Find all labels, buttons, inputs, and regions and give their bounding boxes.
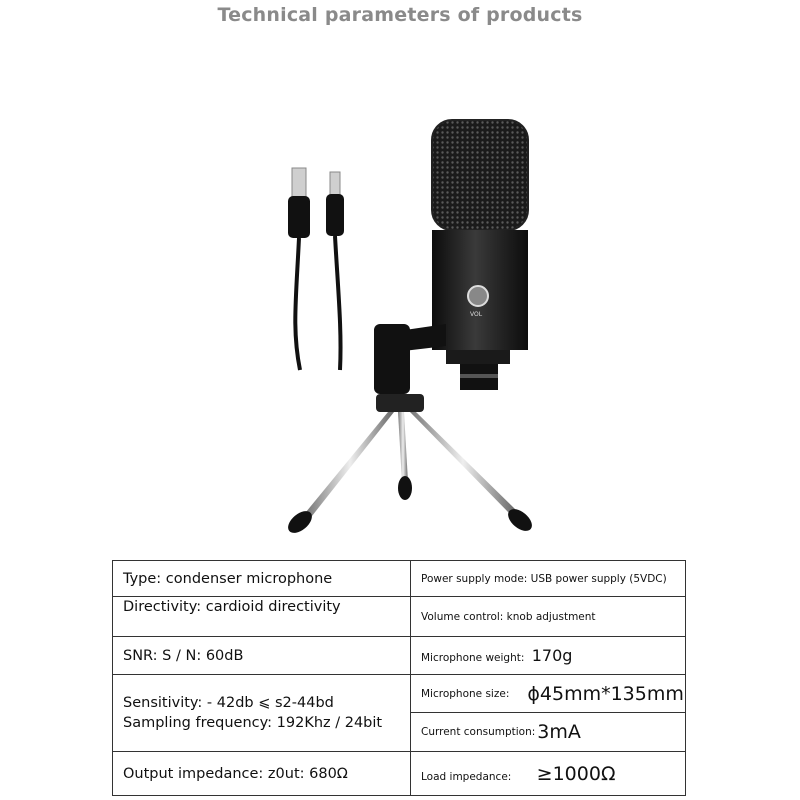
spec-current-label: Current consumption: [421, 726, 536, 738]
svg-text:VOL: VOL [470, 311, 483, 318]
spec-sensitivity-sampling [113, 675, 411, 752]
spec-snr [113, 637, 411, 675]
spec-load-value: ≥1000Ω [536, 762, 616, 785]
spec-snr-text: SNR: S / N: 60dB [123, 647, 244, 664]
spec-weight-label: Microphone weight: [421, 652, 525, 664]
spec-sensitivity-text: Sensitivity: - 42db ⩽ s2-44bd [123, 695, 334, 711]
spec-load-label: Load impedance: [421, 770, 512, 783]
spec-output-impedance [113, 752, 411, 796]
page-title: Technical parameters of products [217, 4, 583, 26]
spec-volume-control-text: Volume control: knob adjustment [421, 610, 596, 623]
spec-weight [411, 637, 686, 675]
spec-power-supply-text: Power supply mode: USB power supply (5VDC) [421, 572, 667, 585]
spec-table [112, 560, 686, 796]
spec-current-value: 3mA [537, 721, 581, 743]
spec-power-supply [411, 561, 686, 597]
spec-sampling-text: Sampling frequency: 192Khz / 24bit [123, 715, 383, 731]
spec-type [113, 561, 411, 597]
usb-cable-icon [288, 168, 344, 370]
spec-volume-control [411, 597, 686, 637]
spec-type-text: Type: condenser microphone [123, 570, 333, 587]
spec-output-impedance-text: Output impedance: z0ut: 680Ω [123, 765, 348, 782]
spec-size-current [411, 675, 686, 752]
microphone-product-image [270, 110, 550, 540]
spec-directivity [113, 597, 411, 637]
spec-weight-value: 170g [531, 646, 573, 665]
spec-size-value: ϕ45mm*135mm [527, 682, 684, 705]
spec-load-impedance [411, 752, 686, 796]
spec-size-label: Microphone size: [421, 687, 510, 700]
microphone-icon [432, 120, 528, 390]
spec-directivity-text: Directivity: cardioid directivity [123, 599, 341, 615]
